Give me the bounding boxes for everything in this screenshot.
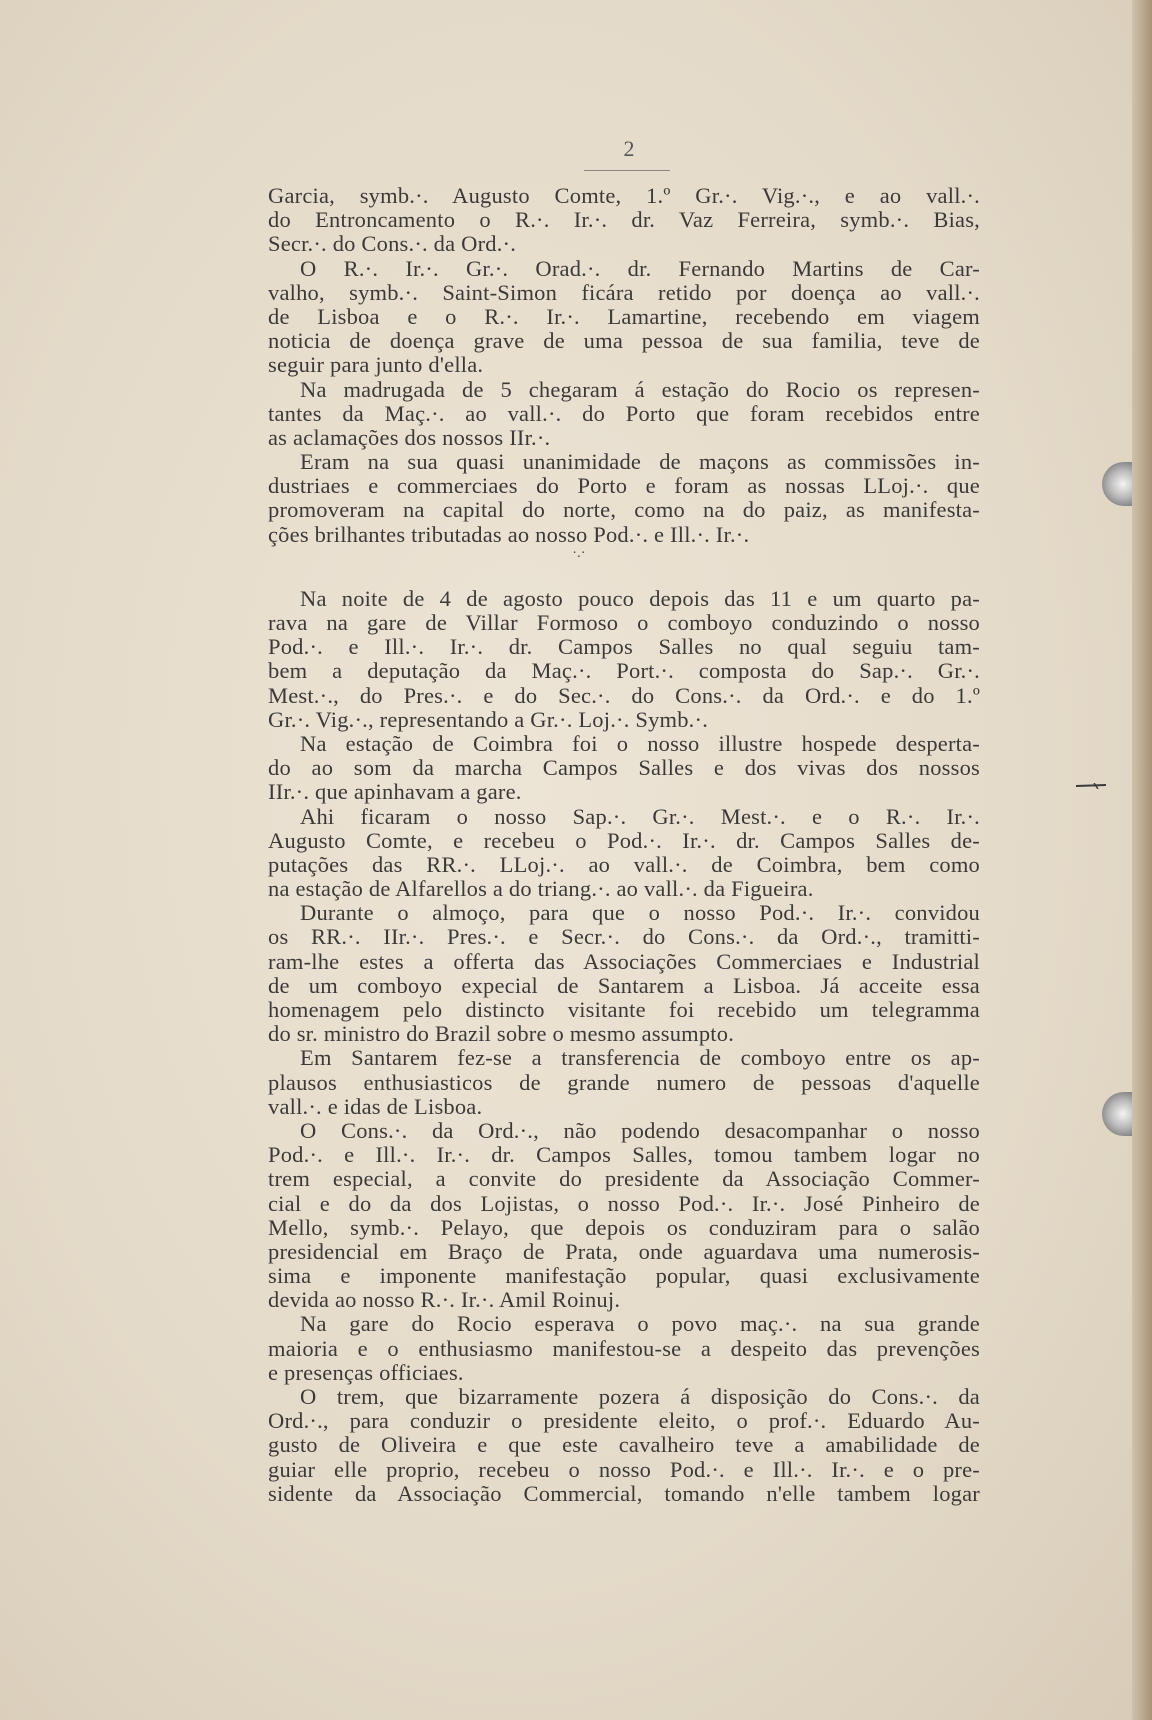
text-line: O R.·. Ir.·. Gr.·. Orad.·. dr. Fernando Martins de Car-	[300, 255, 980, 281]
text-line: Na madrugada de 5 chegaram á estação do Rocio os represen-	[300, 376, 980, 402]
text-line: sima e imponente manifestação popular, quasi exclusivamente	[268, 1263, 980, 1289]
text-line: seguir para junto d'ella.	[268, 352, 484, 378]
text-line: do sr. ministro do Brazil sobre o mesmo assumpto.	[268, 1021, 735, 1047]
text-line: vall.·. e idas de Lisboa.	[268, 1093, 483, 1119]
text-line: presidencial em Braço de Prata, onde aguardava uma numerosis-	[268, 1238, 980, 1264]
text-line: Na estação de Coimbra foi o nosso illustre hospede desperta-	[300, 730, 980, 756]
text-line: plausos enthusiasticos de grande numero de pessoas d'aquelle	[268, 1069, 980, 1095]
text-line: devida ao nosso R.·. Ir.·. Amil Roinuj.	[268, 1287, 621, 1313]
text-line: Em Santarem fez-se a transferencia de comboyo entre os ap-	[300, 1045, 980, 1071]
text-line: homenagem pelo distincto visitante foi recebido um telegramma	[268, 997, 980, 1022]
text-line: guiar elle proprio, recebeu o nosso Pod.·. e Ill.·. Ir.·. e o pre-	[268, 1456, 980, 1482]
text-line: de um comboyo expecial de Santarem a Lisboa. Já acceite essa	[268, 972, 980, 998]
header-rule	[584, 170, 670, 171]
text-line: cial e do da dos Lojistas, o nosso Pod.·. Ir.·. José Pinheiro de	[268, 1190, 980, 1216]
binding-hole-top	[1102, 462, 1132, 506]
text-line: maioria e o enthusiasmo manifestou-se a despeito das prevenções	[268, 1335, 980, 1361]
text-line: Durante o almoço, para que o nosso Pod.·. Ir.·. convidou	[300, 900, 980, 926]
section-separator: ·.·	[572, 545, 586, 561]
text-line: Eram na sua quasi unanimidade de maçons as commissões in-	[300, 449, 980, 475]
section-gap	[268, 561, 980, 587]
text-line: O trem, que bizarramente pozera á disposição do Cons.·. da	[300, 1384, 980, 1409]
stray-ink-mark-icon	[1076, 783, 1106, 789]
text-line: trem especial, a convite do presidente da Associação Commer-	[268, 1166, 980, 1192]
text-line: ções brilhantes tributadas ao nosso Pod.·. e Ill.·. Ir.·.	[268, 521, 750, 547]
text-line: bem a deputação da Maç.·. Port.·. composta do Sap.·. Gr.·.	[268, 658, 980, 684]
text-line: promoveram na capital do norte, como na do paiz, as manifesta-	[268, 497, 980, 523]
text-line: Garcia, symb.·. Augusto Comte, 1.º Gr.·. Vig.·., e ao vall.·.	[268, 183, 980, 208]
text-line: do ao som da marcha Campos Salles e dos vivas dos nossos	[268, 755, 980, 781]
text-line: gusto de Oliveira e que este cavalheiro teve a amabilidade de	[268, 1432, 980, 1458]
text-line: IIr.·. que apinhavam a gare.	[268, 779, 522, 805]
text-line: valho, symb.·. Saint-Simon ficára retido por doença ao vall.·.	[268, 279, 980, 305]
text-line: sidente da Associação Commercial, tomando n'elle tambem logar	[268, 1480, 980, 1506]
text-line: Gr.·. Vig.·., representando a Gr.·. Loj.·. Symb.·.	[268, 706, 709, 732]
body-text	[268, 184, 980, 1506]
text-line: ram-lhe estes a offerta das Associações Commerciaes e Industrial	[268, 948, 980, 974]
text-line: na estação de Alfarellos a do triang.·. ao vall.·. da Figueira.	[268, 876, 814, 902]
text-line: Mello, symb.·. Pelayo, que depois os conduziram para o salão	[268, 1214, 980, 1240]
page-binding-edge	[1132, 0, 1152, 1720]
text-line: Na gare do Rocio esperava o povo maç.·. na sua grande	[300, 1311, 980, 1337]
text-line: Secr.·. do Cons.·. da Ord.·.	[268, 231, 517, 257]
page-number: 2	[623, 136, 635, 161]
text-line: Na noite de 4 de agosto pouco depois das 11 e um quarto pa-	[300, 585, 980, 611]
text-line: noticia de doença grave de uma pessoa de sua familia, teve de	[268, 328, 980, 354]
text-line: os RR.·. IIr.·. Pres.·. e Secr.·. do Cons.·. da Ord.·., tramitti-	[268, 924, 980, 950]
text-line: Pod.·. e Ill.·. Ir.·. dr. Campos Salles, tomou tambem logar no	[268, 1142, 980, 1168]
text-line: e presenças officiaes.	[268, 1359, 464, 1385]
text-line: Ord.·., para conduzir o presidente eleito, o prof.·. Eduardo Au-	[268, 1408, 980, 1434]
text-line: Augusto Comte, e recebeu o Pod.·. Ir.·. dr. Campos Salles de-	[268, 827, 980, 853]
text-line: as aclamações dos nossos IIr.·.	[268, 424, 551, 450]
text-line: rava na gare de Villar Formoso o comboyo conduzindo o nosso	[268, 610, 980, 635]
text-line: tantes da Maç.·. ao vall.·. do Porto que foram recebidos entre	[268, 400, 980, 426]
text-line: putações das RR.·. LLoj.·. ao vall.·. de Coimbra, bem como	[268, 851, 980, 877]
text-line: Pod.·. e Ill.·. Ir.·. dr. Campos Salles no qual seguiu tam-	[268, 634, 980, 660]
text-line: de Lisboa e o R.·. Ir.·. Lamartine, recebendo em viagem	[268, 303, 980, 329]
binding-hole-bottom	[1102, 1092, 1132, 1136]
text-line: Mest.·., do Pres.·. e do Sec.·. do Cons.·. da Ord.·. e do 1.º	[268, 682, 980, 708]
text-line: Ahi ficaram o nosso Sap.·. Gr.·. Mest.·. e o R.·. Ir.·.	[300, 803, 980, 829]
text-line: dustriaes e commerciaes do Porto e foram as nossas LLoj.·. que	[268, 473, 980, 499]
text-line: do Entroncamento o R.·. Ir.·. dr. Vaz Ferreira, symb.·. Bias,	[268, 207, 980, 233]
text-line: O Cons.·. da Ord.·., não podendo desacompanhar o nosso	[300, 1117, 980, 1143]
